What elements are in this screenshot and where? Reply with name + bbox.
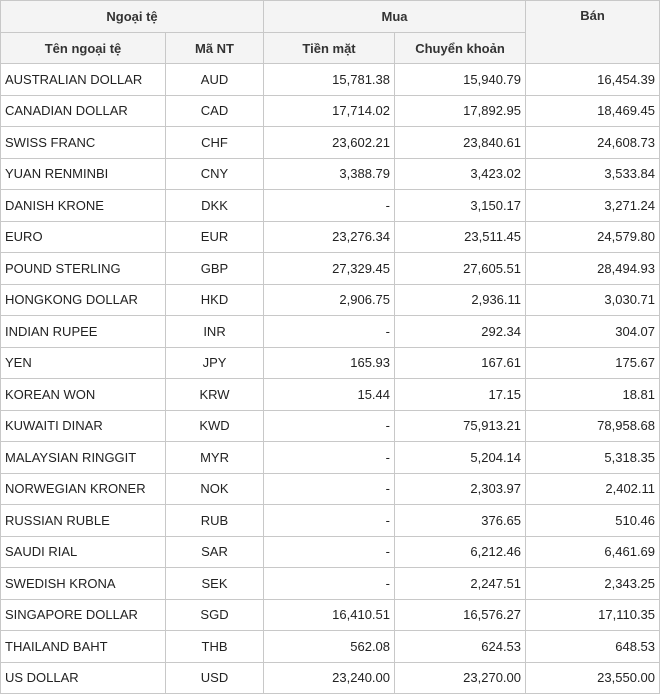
currency-code-cell: CAD [166, 95, 264, 127]
sell-rate-cell: 3,271.24 [526, 190, 660, 222]
sell-rate-cell: 23,550.00 [526, 662, 660, 694]
cash-rate-cell: - [264, 473, 395, 505]
currency-name-cell: SWISS FRANC [1, 127, 166, 159]
transfer-rate-cell: 16,576.27 [395, 599, 526, 631]
sell-rate-cell: 28,494.93 [526, 253, 660, 285]
cash-rate-cell: - [264, 190, 395, 222]
cash-rate-cell: - [264, 442, 395, 474]
sell-rate-cell: 2,402.11 [526, 473, 660, 505]
cash-rate-cell: - [264, 536, 395, 568]
currency-code-cell: AUD [166, 64, 264, 96]
currency-name-cell: DANISH KRONE [1, 190, 166, 222]
transfer-rate-cell: 292.34 [395, 316, 526, 348]
table-row [1, 410, 660, 442]
header-currency-name: Tên ngoại tệ [1, 33, 166, 64]
currency-name-cell: RUSSIAN RUBLE [1, 505, 166, 537]
transfer-rate-cell: 2,247.51 [395, 568, 526, 600]
currency-name-cell: KOREAN WON [1, 379, 166, 411]
currency-code-cell: SEK [166, 568, 264, 600]
transfer-rate-cell: 3,423.02 [395, 158, 526, 190]
cash-rate-cell: 23,276.34 [264, 221, 395, 253]
table-row [1, 662, 660, 694]
cash-rate-cell: 15,781.38 [264, 64, 395, 96]
sell-rate-cell: 5,318.35 [526, 442, 660, 474]
transfer-rate-cell: 3,150.17 [395, 190, 526, 222]
cash-rate-cell: 17,714.02 [264, 95, 395, 127]
transfer-rate-cell: 17.15 [395, 379, 526, 411]
transfer-rate-cell: 376.65 [395, 505, 526, 537]
currency-name-cell: US DOLLAR [1, 662, 166, 694]
cash-rate-cell: 16,410.51 [264, 599, 395, 631]
header-foreign-currency: Ngoại tệ [1, 1, 264, 33]
sell-rate-cell: 2,343.25 [526, 568, 660, 600]
transfer-rate-cell: 23,270.00 [395, 662, 526, 694]
currency-code-cell: CHF [166, 127, 264, 159]
transfer-rate-cell: 167.61 [395, 347, 526, 379]
header-cash: Tiền mặt [264, 33, 395, 64]
table-row [1, 631, 660, 663]
header-transfer: Chuyển khoản [395, 33, 526, 64]
transfer-rate-cell: 23,840.61 [395, 127, 526, 159]
sell-rate-cell: 24,608.73 [526, 127, 660, 159]
currency-code-cell: KWD [166, 410, 264, 442]
cash-rate-cell: 15.44 [264, 379, 395, 411]
transfer-rate-cell: 2,303.97 [395, 473, 526, 505]
currency-name-cell: THAILAND BAHT [1, 631, 166, 663]
header-sell: Bán [526, 1, 660, 64]
currency-code-cell: USD [166, 662, 264, 694]
transfer-rate-cell: 15,940.79 [395, 64, 526, 96]
sell-rate-cell: 304.07 [526, 316, 660, 348]
currency-name-cell: YEN [1, 347, 166, 379]
currency-name-cell: KUWAITI DINAR [1, 410, 166, 442]
table-row [1, 505, 660, 537]
sell-rate-cell: 78,958.68 [526, 410, 660, 442]
table-row [1, 347, 660, 379]
cash-rate-cell: 2,906.75 [264, 284, 395, 316]
currency-name-cell: POUND STERLING [1, 253, 166, 285]
sell-rate-cell: 3,030.71 [526, 284, 660, 316]
table-body [1, 64, 660, 694]
currency-code-cell: DKK [166, 190, 264, 222]
table-row [1, 221, 660, 253]
currency-name-cell: EURO [1, 221, 166, 253]
sell-rate-cell: 648.53 [526, 631, 660, 663]
sell-rate-cell: 17,110.35 [526, 599, 660, 631]
currency-name-cell: MALAYSIAN RINGGIT [1, 442, 166, 474]
header-buy: Mua [264, 1, 526, 33]
table-row [1, 158, 660, 190]
sell-rate-cell: 3,533.84 [526, 158, 660, 190]
sell-rate-cell: 24,579.80 [526, 221, 660, 253]
table-row [1, 442, 660, 474]
transfer-rate-cell: 23,511.45 [395, 221, 526, 253]
table-row [1, 127, 660, 159]
transfer-rate-cell: 5,204.14 [395, 442, 526, 474]
currency-name-cell: HONGKONG DOLLAR [1, 284, 166, 316]
transfer-rate-cell: 75,913.21 [395, 410, 526, 442]
transfer-rate-cell: 2,936.11 [395, 284, 526, 316]
transfer-rate-cell: 17,892.95 [395, 95, 526, 127]
sell-rate-cell: 6,461.69 [526, 536, 660, 568]
cash-rate-cell: - [264, 316, 395, 348]
currency-code-cell: MYR [166, 442, 264, 474]
sell-rate-cell: 175.67 [526, 347, 660, 379]
currency-name-cell: YUAN RENMINBI [1, 158, 166, 190]
table-row [1, 568, 660, 600]
cash-rate-cell: 165.93 [264, 347, 395, 379]
cash-rate-cell: - [264, 410, 395, 442]
table-row [1, 253, 660, 285]
currency-code-cell: CNY [166, 158, 264, 190]
transfer-rate-cell: 6,212.46 [395, 536, 526, 568]
cash-rate-cell: - [264, 568, 395, 600]
table-row [1, 536, 660, 568]
cash-rate-cell: 23,240.00 [264, 662, 395, 694]
header-row-group [1, 1, 660, 33]
cash-rate-cell: 23,602.21 [264, 127, 395, 159]
currency-code-cell: RUB [166, 505, 264, 537]
currency-code-cell: INR [166, 316, 264, 348]
table-row [1, 284, 660, 316]
currency-code-cell: HKD [166, 284, 264, 316]
sell-rate-cell: 18,469.45 [526, 95, 660, 127]
table-row [1, 379, 660, 411]
sell-rate-cell: 16,454.39 [526, 64, 660, 96]
table-row [1, 64, 660, 96]
currency-name-cell: SAUDI RIAL [1, 536, 166, 568]
currency-code-cell: NOK [166, 473, 264, 505]
currency-code-cell: GBP [166, 253, 264, 285]
cash-rate-cell: 3,388.79 [264, 158, 395, 190]
sell-rate-cell: 18.81 [526, 379, 660, 411]
currency-code-cell: KRW [166, 379, 264, 411]
currency-name-cell: SINGAPORE DOLLAR [1, 599, 166, 631]
table-row [1, 316, 660, 348]
currency-name-cell: CANADIAN DOLLAR [1, 95, 166, 127]
currency-name-cell: NORWEGIAN KRONER [1, 473, 166, 505]
cash-rate-cell: 27,329.45 [264, 253, 395, 285]
sell-rate-cell: 510.46 [526, 505, 660, 537]
transfer-rate-cell: 27,605.51 [395, 253, 526, 285]
currency-code-cell: EUR [166, 221, 264, 253]
currency-code-cell: JPY [166, 347, 264, 379]
currency-code-cell: SGD [166, 599, 264, 631]
cash-rate-cell: - [264, 505, 395, 537]
transfer-rate-cell: 624.53 [395, 631, 526, 663]
table-row [1, 190, 660, 222]
table-row [1, 473, 660, 505]
header-currency-code: Mã NT [166, 33, 264, 64]
currency-code-cell: SAR [166, 536, 264, 568]
currency-code-cell: THB [166, 631, 264, 663]
table-row [1, 95, 660, 127]
table-row [1, 599, 660, 631]
cash-rate-cell: 562.08 [264, 631, 395, 663]
currency-name-cell: AUSTRALIAN DOLLAR [1, 64, 166, 96]
currency-name-cell: INDIAN RUPEE [1, 316, 166, 348]
currency-name-cell: SWEDISH KRONA [1, 568, 166, 600]
